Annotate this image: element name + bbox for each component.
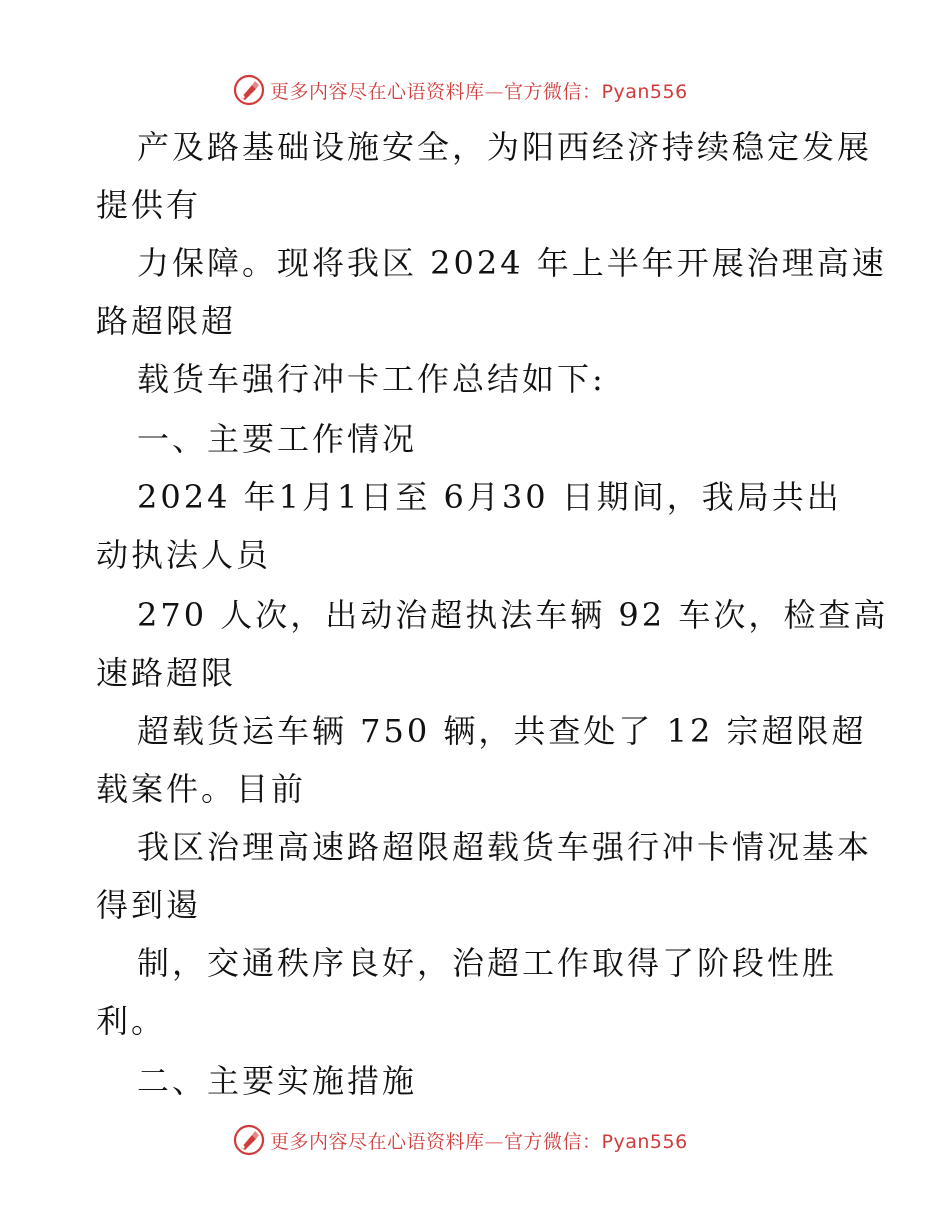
header-watermark-banner — [232, 72, 688, 108]
header-banner-sep: — — [484, 80, 505, 103]
body-line: 提供有 — [96, 186, 202, 224]
body-line: 我区治理高速路超限超载货车强行冲卡情况基本 — [137, 828, 873, 866]
footer-banner-contact: 官方微信：Pyan556 — [504, 1130, 688, 1153]
footer-watermark-banner — [232, 1122, 688, 1158]
footer-banner-text — [270, 1127, 688, 1154]
body-line: 利。 — [96, 1002, 167, 1040]
header-banner-contact: 官方微信：Pyan556 — [504, 80, 688, 103]
body-line: 载案件。目前 — [96, 770, 307, 808]
body-line: 速路超限 — [96, 654, 237, 692]
footer-banner-sep: — — [484, 1130, 505, 1153]
section-heading: 二、主要实施措施 — [137, 1062, 418, 1100]
header-banner-text — [270, 77, 688, 104]
body-line: 力保障。现将我区 2024 年上半年开展治理高速 — [137, 244, 887, 282]
footer-banner-main: 更多内容尽在心语资料库 — [270, 1130, 485, 1153]
pen-nib-logo-icon — [232, 1123, 266, 1157]
body-line: 得到遏 — [96, 886, 202, 924]
body-line: 动执法人员 — [96, 536, 272, 574]
header-banner-main: 更多内容尽在心语资料库 — [270, 80, 485, 103]
body-line: 产及路基础设施安全，为阳西经济持续稳定发展 — [137, 128, 873, 166]
pen-nib-logo-icon — [232, 73, 266, 107]
body-line: 载货车强行冲卡工作总结如下: — [137, 360, 606, 398]
body-line: 制，交通秩序良好，治超工作取得了阶段性胜 — [137, 944, 838, 982]
body-line: 270 人次，出动治超执法车辆 92 车次，检查高 — [137, 596, 889, 634]
body-line: 2024 年1月1日至 6月30 日期间，我局共出 — [137, 478, 842, 516]
body-line: 路超限超 — [96, 302, 237, 340]
body-line: 超载货运车辆 750 辆，共查处了 12 宗超限超 — [137, 712, 867, 750]
section-heading: 一、主要工作情况 — [137, 420, 418, 458]
